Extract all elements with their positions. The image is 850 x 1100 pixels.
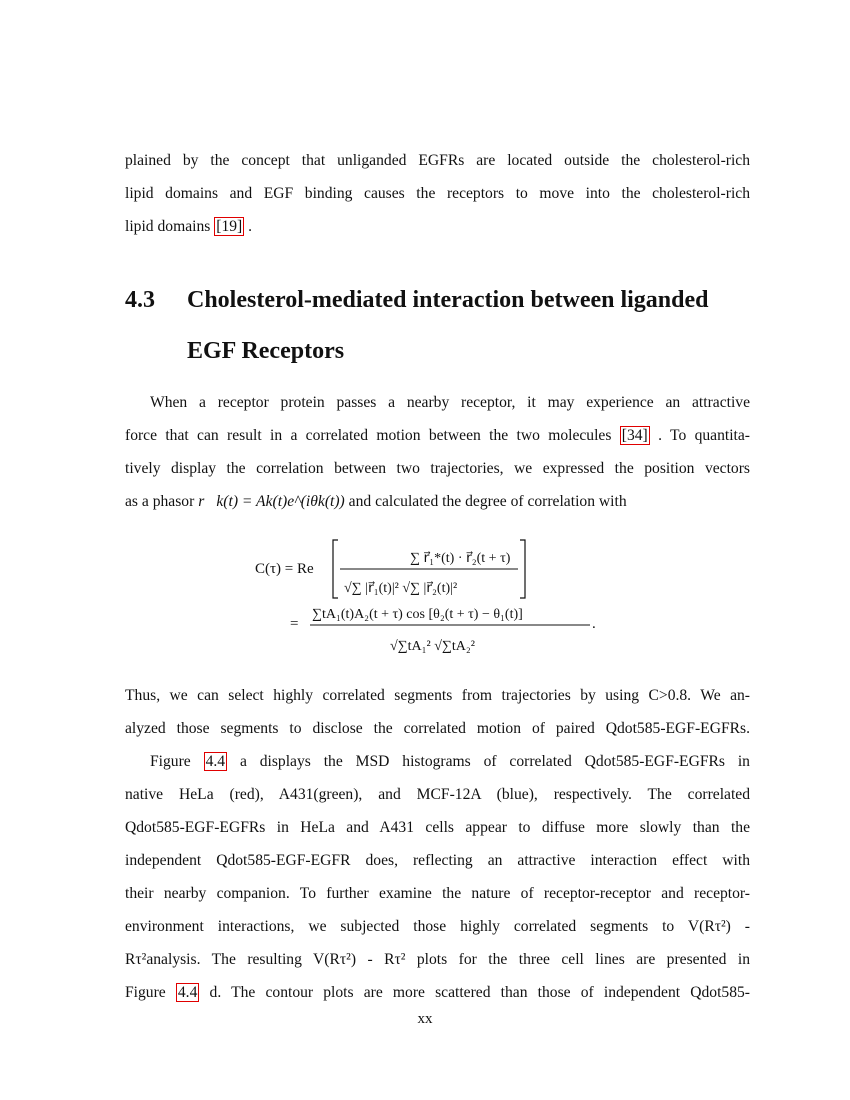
para3-line-7: Rτ²analysis. The resulting V(Rτ²) - Rτ² plots for the three cell lines are presented in [125, 951, 750, 968]
section-title-line-2: EGF Receptors [187, 338, 345, 364]
intro-tail: . [244, 218, 253, 235]
equation-numerator-1: ∑ r⃗₁*(t) · r⃗₂(t + τ) [410, 551, 511, 566]
equation-lhs: C(τ) = Re [255, 561, 314, 577]
para3-line-1 [125, 752, 750, 772]
para1-tail: . To quantita- [649, 427, 750, 444]
right-bracket [520, 540, 525, 598]
para2-line-2: alyzed those segments to disclose the correlated motion of paired Qdot585-EGF-EGFRs. [125, 720, 750, 737]
left-bracket [333, 540, 338, 598]
equation-svg [125, 532, 750, 667]
para1-tail: and calculated the degree of correlation with [348, 493, 627, 510]
equation-denominator-1: √∑ |r⃗₁(t)|² √∑ |r⃗₂(t)|² [344, 581, 458, 596]
para3-text: Figure [150, 753, 204, 770]
intro-line-3 [125, 217, 750, 237]
citation-link[interactable]: [34] [621, 427, 648, 444]
section-title-line-1: Cholesterol-mediated interaction between liganded [187, 287, 709, 313]
para3-text: Figure [125, 984, 176, 1001]
phasor-math: r⃗k(t) = Ak(t)e^(iθk(t)) [198, 493, 345, 510]
figure-link[interactable]: 4.4 [177, 984, 198, 1001]
para3-line-5: their nearby companion. To further examine the nature of receptor-receptor and receptor- [125, 885, 750, 902]
equation-period: . [592, 616, 596, 632]
intro-line-2: lipid domains and EGF binding causes the receptors to move into the cholesterol-rich [125, 185, 750, 202]
para3-line-4: independent Qdot585-EGF-EGFR does, reflecting an attractive interaction effect with [125, 852, 750, 869]
para1-line-1: When a receptor protein passes a nearby receptor, it may experience an attractive [150, 394, 750, 411]
equation-numerator-2: ∑tA₁(t)A₂(t + τ) cos [θ₂(t + τ) − θ₁(t)] [312, 607, 523, 622]
equation-denominator-2: √∑tA₁² √∑tA₂² [390, 639, 475, 654]
para1-text: as a phasor [125, 493, 199, 510]
equals-sign: = [290, 616, 299, 632]
intro-text: lipid domains [125, 218, 211, 235]
para3-line-2: native HeLa (red), A431(green), and MCF-12A (blue), respectively. The correlated [125, 786, 750, 803]
para1-line-3: tively display the correlation between two trajectories, we expressed the position vectors [125, 460, 750, 477]
citation-link[interactable]: [19] [216, 218, 243, 235]
para3-line-3: Qdot585-EGF-EGFRs in HeLa and A431 cells appear to diffuse more slowly than the [125, 819, 750, 836]
para3-line-8 [125, 983, 750, 1003]
para1-text: force that can result in a correlated motion between the two molecules [125, 427, 612, 444]
para3-text: a displays the MSD histograms of correlated Qdot585-EGF-EGFRs in [227, 753, 750, 770]
para3-line-6: environment interactions, we subjected those highly correlated segments to V(Rτ²) - [125, 918, 750, 935]
para3-text: d. The contour plots are more scattered than those of independent Qdot585- [199, 984, 750, 1001]
section-number: 4.3 [125, 287, 155, 313]
figure-link[interactable]: 4.4 [205, 753, 226, 770]
page-number: xx [417, 1011, 433, 1027]
para1-line-4 [125, 492, 750, 512]
intro-line-1: plained by the concept that unliganded EGFRs are located outside the cholesterol-rich [125, 152, 750, 169]
para2-line-1: Thus, we can select highly correlated segments from trajectories by using C>0.8. We an- [125, 687, 750, 704]
correlation-equation [125, 532, 750, 662]
para1-line-2 [125, 426, 750, 446]
